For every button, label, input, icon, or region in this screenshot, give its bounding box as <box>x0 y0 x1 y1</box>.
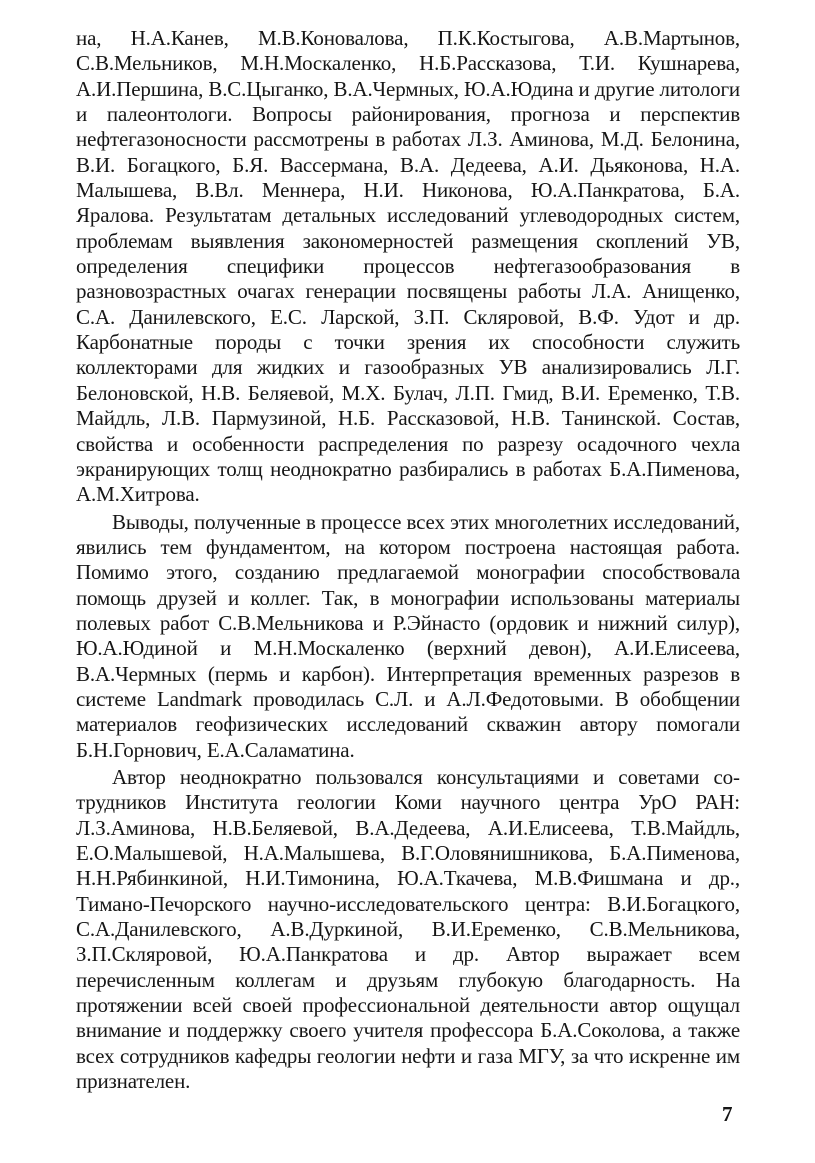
paragraph-conclusions: Выводы, полученные в процессе всех этих многолетних исследований, явились тем фундаментом, на котором построена настоящая работа. Помимо этого, созданию предлагаемой монографии способствовала помощь друзей и коллег. Так, в монографии использованы материалы полевых работ С.В.Мельникова и Р.Эйнасто (ордовик и нижний силур), Ю.А.Юдиной и М.Н.Москаленко (верхний девон), А.И.Елисеева, В.А.Чермных (пермь и карбон). Интерпретация временных разрезов в системе Landmark проводилась С.Л. и А.Л.Федотовыми. В обобщении материалов геофизических исследований скважин автору помогали Б.Н.Горнович, Е.А.Саламатина. <box>76 509 740 762</box>
paragraph-authors-review: на, Н.А.Канев, М.В.Коновалова, П.К.Костыгова, А.В.Мартынов, С.В.Мельников, М.Н.Москаленко, Н.Б.Рассказова, Т.И. Кушнарева, А.И.Першина, В.С.Цыганко, В.А.Чермных, Ю.А.Юдина и другие литологи и палеонтологи. Вопросы районирования, прогноза и перспектив нефтегазоносности рассмотрены в работах Л.З. Аминова, М.Д. Белонина, В.И. Богацкого, Б.Я. Вассермана, В.А. Дедеева, А.И. Дьяконова, Н.А. Малышева, В.Вл. Меннера, Н.И. Никонова, Ю.А.Панкратова, Б.А. Яралова. Результатам детальных исследований углеводородных систем, проблемам выявления закономерностей размещения скоплений УВ, определения специфики процессов нефтегазообразования в разновозрастных очагах генерации посвящены работы Л.А. Анищенко, С.А. Данилевского, Е.С. Ларской, З.П. Скляровой, В.Ф. Удот и др. Карбонатные породы с точки зрения их способности служить коллекторами для жидких и газообразных УВ анализировались Л.Г. Белоновской, Н.В. Беляевой, М.Х. Булач, Л.П. Гмид, В.И. Еременко, Т.В. Майдль, Л.В. Пармузиной, Н.Б. Рассказовой, Н.В. Танинской. Состав, свойства и особенности распределения по разрезу осадочного чехла экранирующих толщ неоднократно разбирались в работах Б.А.Пименова, А.М.Хитрова. <box>76 26 740 507</box>
page-body <box>76 26 740 1094</box>
paragraph-acknowledgements: Автор неоднократно пользовался консультациями и советами сотрудников Института геологии Коми научного центра УрО РАН: Л.З.Аминова, Н.В.Беляевой, В.А.Дедеева, А.И.Елисеева, Т.В.Майдль, Е.О.Малышевой, Н.А.Малышева, В.Г.Оловянишникова, Б.А.Пименова, Н.Н.Рябинкиной, Н.И.Тимонина, Ю.А.Ткачева, М.В.Фишмана и др., Тимано-Печорского научно-исследовательского центра: В.И.Богацкого, С.А.Данилевского, А.В.Дуркиной, В.И.Еременко, С.В.Мельникова, З.П.Скляровой, Ю.А.Панкратова и др. Автор выражает всем перечисленным коллегам и друзьям глубокую благодарность. На протяжении всей своей профессиональной деятельности автор ощущал внимание и поддержку своего учителя профессора Б.А.Соколова, а также всех сотрудников кафедры геологии нефти и газа МГУ, за что искренне им признателен. <box>76 764 740 1094</box>
page-number: 7 <box>722 1102 733 1126</box>
